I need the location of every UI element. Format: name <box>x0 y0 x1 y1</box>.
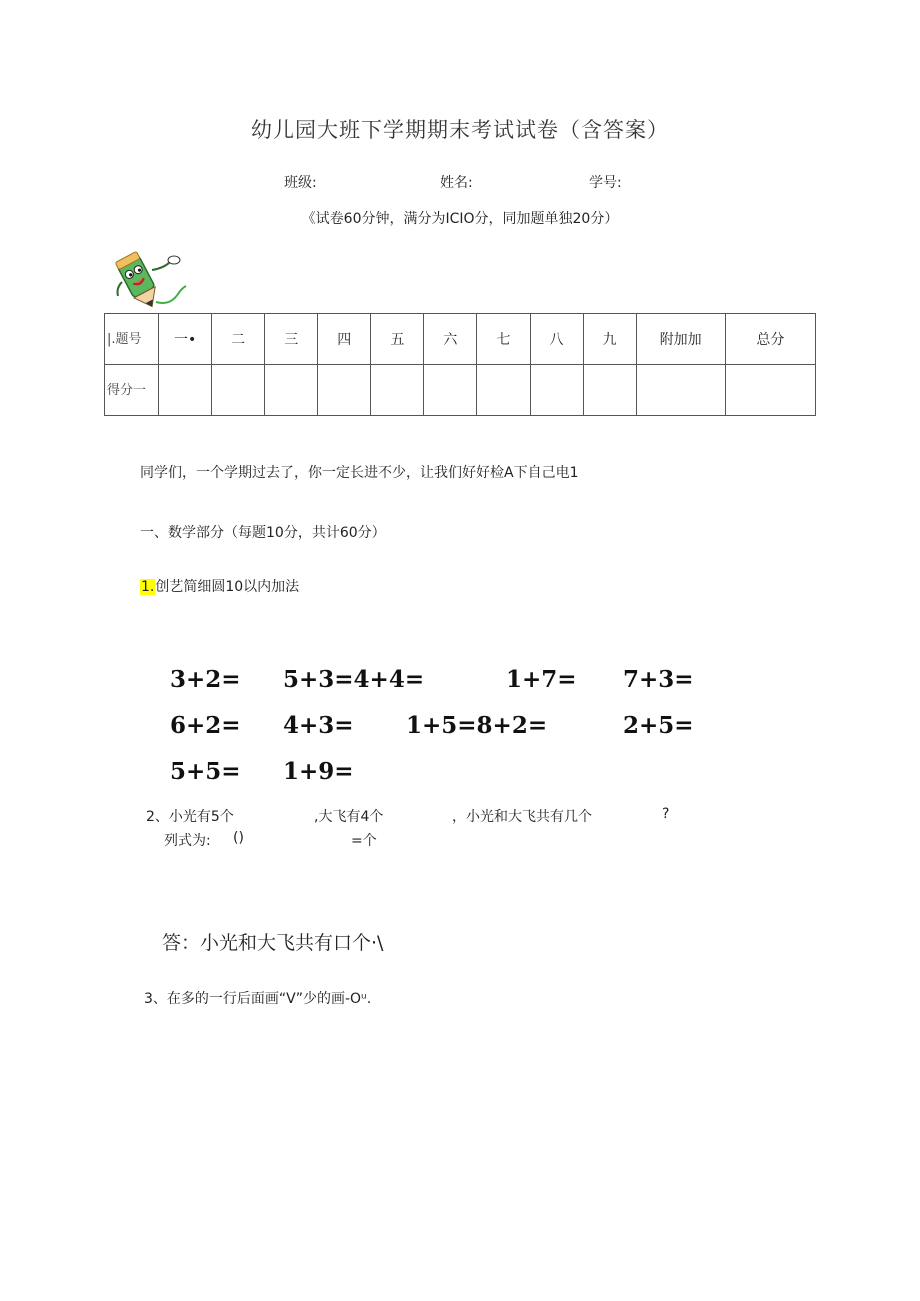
table-row-score <box>105 365 816 416</box>
column-header: 七 <box>477 314 530 365</box>
pencil-mascot-icon <box>108 244 200 314</box>
exam-note: 《试卷60分钟，满分为ICIO分，同加题单独20分） <box>301 211 619 227</box>
score-cell[interactable] <box>583 365 636 416</box>
question-2-part4: ? <box>662 806 670 822</box>
column-header: 六 <box>424 314 477 365</box>
column-header: 八 <box>530 314 583 365</box>
equation: 1+5=8+2= <box>406 712 548 739</box>
column-header: 五 <box>371 314 424 365</box>
equation: 1+9= <box>283 758 354 785</box>
column-header: 总分 <box>725 314 815 365</box>
equation: 3+2= <box>170 666 241 693</box>
score-cell[interactable] <box>424 365 477 416</box>
class-label: 班级: <box>284 175 317 191</box>
score-cell[interactable] <box>725 365 815 416</box>
question-2-part1: 2、小光有5个 <box>146 809 234 825</box>
score-cell[interactable] <box>530 365 583 416</box>
equation: 6+2= <box>170 712 241 739</box>
question-1 <box>140 576 299 596</box>
row-label-score: 得分一 <box>105 365 159 416</box>
name-label: 姓名: <box>440 175 473 191</box>
question-3: 3、在多的一行后面画“V”少的画-Oᵘ. <box>144 991 372 1007</box>
formula-result: =个 <box>351 833 377 849</box>
question-1-number: 1. <box>141 579 155 595</box>
intro-text: 同学们，一个学期过去了，你一定长进不少，让我们好好检A下自己电1 <box>140 465 579 481</box>
equation: 5+5= <box>170 758 241 785</box>
equation: 5+3=4+4= <box>283 666 425 693</box>
question-2-part3: ，小光和大飞共有几个 <box>452 809 592 825</box>
row-label-question-number: |.题号 <box>105 314 159 365</box>
student-id-label: 学号: <box>589 175 622 191</box>
formula-paren: () <box>233 830 244 846</box>
score-cell[interactable] <box>371 365 424 416</box>
score-cell[interactable] <box>212 365 265 416</box>
score-cell[interactable] <box>265 365 318 416</box>
score-cell[interactable] <box>477 365 530 416</box>
score-cell[interactable] <box>636 365 725 416</box>
score-cell[interactable] <box>159 365 212 416</box>
column-header: 四 <box>318 314 371 365</box>
question-1-text: 创艺简细圆10以内加法 <box>155 579 300 595</box>
score-cell[interactable] <box>318 365 371 416</box>
column-header: 附加加 <box>636 314 725 365</box>
column-header: 九 <box>583 314 636 365</box>
question-2-part2: ,大飞有4个 <box>314 809 384 825</box>
column-header: 三 <box>265 314 318 365</box>
score-table <box>104 313 816 416</box>
equation: 2+5= <box>623 712 694 739</box>
table-row-header <box>105 314 816 365</box>
page-title: 幼儿园大班下学期期末考试试卷（含答案） <box>251 118 669 142</box>
answer-line: 答：小光和大飞共有口个·\ <box>162 932 384 954</box>
column-header: 二 <box>212 314 265 365</box>
equation: 4+3= <box>283 712 354 739</box>
column-header: 一• <box>159 314 212 365</box>
section-heading-math: 一、数学部分（每题10分，共计60分） <box>140 525 386 541</box>
equation: 1+7= <box>506 666 577 693</box>
equation: 7+3= <box>623 666 694 693</box>
formula-label: 列式为: <box>164 833 211 849</box>
